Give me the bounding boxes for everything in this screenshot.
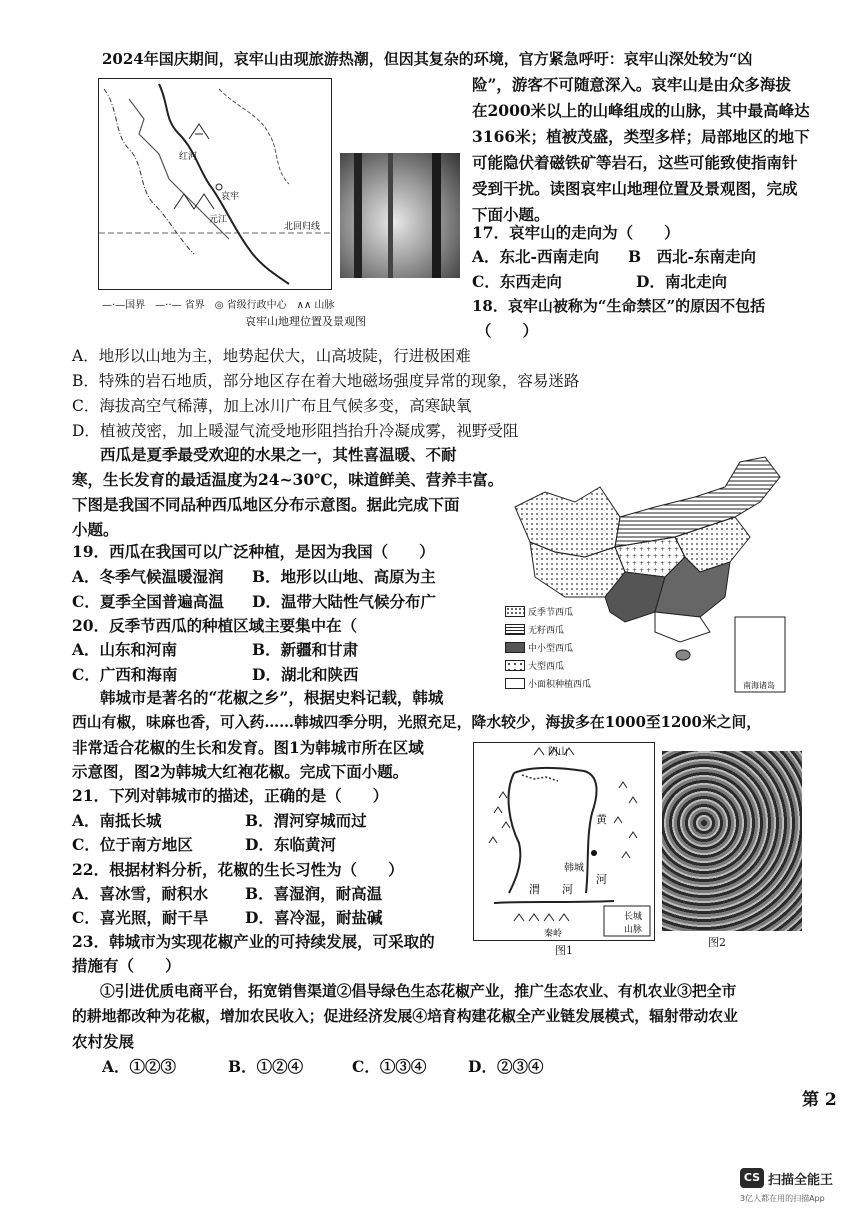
qinling-mountains: [514, 914, 569, 921]
q20-option-b: B．新疆和甘肃: [252, 640, 359, 659]
q19-stem: 19．西瓜在我国可以广泛种植，是因为我国（ ）: [72, 542, 435, 561]
label-wei: 渭: [529, 883, 540, 896]
q17-option-c: C．东西走向: [472, 272, 562, 291]
great-wall: [522, 775, 558, 781]
q18-option-b: B．特殊的岩石地质，部分地区存在着大地磁场强度异常的现象，容易迷路: [72, 372, 580, 390]
legend-item-large: [505, 656, 625, 674]
q21-stem: 21．下列对韩城市的描述，正确的是（ ）: [72, 786, 389, 805]
map-legend: [505, 602, 625, 692]
hancheng-dot: [591, 850, 597, 856]
intro-watermelon-line3: 下图是我国不同品种西瓜地区分布示意图。据此完成下面: [72, 495, 460, 514]
q23-option-d: D．②③④: [468, 1057, 544, 1076]
q17-option-a: A．东北-西南走向: [472, 247, 599, 266]
q23-option-b: B．①②④: [228, 1057, 304, 1076]
intro-ailao-line2: 险”，游客不可随意深入。哀牢山是由众多海拔: [472, 75, 791, 94]
q23-stem-2: 措施有（ ）: [72, 956, 181, 975]
q23-statements-1: ①引进优质电商平台，拓宽销售渠道②倡导绿色生态花椒产业，推广生态农业、有机农业③把全市: [100, 983, 737, 1000]
intro-ailao-line6: 受到干扰。读图哀牢山地理位置及景观图，完成: [472, 179, 798, 198]
q21-option-d: D．东临黄河: [245, 835, 336, 854]
ailao-figure-caption: 哀牢山地理位置及景观图: [245, 315, 366, 328]
intro-ailao-line3: 在2000米以上的山峰组成的山脉，其中最高峰达: [472, 101, 810, 120]
mountain-symbol-2: [174, 194, 214, 209]
mountain-symbol: [189, 124, 209, 139]
legend-label: 大型西瓜: [528, 661, 565, 672]
legend-item-offseason: [505, 602, 625, 620]
legend-item-seedless: [505, 620, 625, 638]
hancheng-region-map: [473, 742, 655, 941]
q22-stem: 22．根据材料分析，花椒的生长习性为（ ）: [72, 860, 404, 879]
q17-option-d: D．南北走向: [636, 272, 727, 291]
label-tropic: 北回归线: [284, 222, 321, 232]
legend-label: 中小型西瓜: [528, 643, 574, 654]
q20-stem: 20．反季节西瓜的种植区域主要集中在（: [72, 616, 358, 635]
scanner-tagline: 3亿人都在用的扫描App: [740, 1194, 825, 1203]
label-honghe: 红河: [179, 152, 198, 162]
q20-option-d: D．湖北和陕西: [252, 665, 359, 684]
label-qinling: 秦岭: [544, 929, 563, 939]
legend-item-smallmedium: [505, 638, 625, 656]
intro-hancheng-line2: 西山有椒，味麻也香，可入药……韩城四季分明，光照充足，降水较少，海拔多在1000至1200米之间，: [72, 714, 762, 731]
ailao-location-map: [98, 78, 332, 290]
q23-statements-2: 的耕地都改种为花椒，增加农民收入；促进经济发展④培育构建花椒全产业链发展模式，辐射带动农业: [72, 1008, 738, 1025]
q21-option-b: B．渭河穿城而过: [245, 811, 367, 830]
border-line: [104, 89, 194, 254]
q20-option-c: C．广西和海南: [72, 665, 178, 684]
intro-watermelon-line2: 寒，生长发育的最适温度为24~30℃，味道鲜美、营养丰富。: [72, 470, 504, 489]
intro-hancheng-line4: 示意图，图2为韩城大红袍花椒。完成下面小题。: [72, 762, 409, 781]
region-south: [655, 612, 710, 642]
q18-option-a: A．地形以山地为主，地势起伏大，山高坡陡，行进极困难: [72, 347, 471, 365]
province-line: [219, 89, 289, 184]
q19-option-d: D．温带大陆性气候分布广: [252, 592, 436, 611]
ailao-map-drawing: [99, 79, 331, 289]
q19-option-c: C．夏季全国普遍高温: [72, 592, 224, 611]
intro-ailao-line1: 2024年国庆期间，哀牢山由现旅游热潮，但因其复杂的环境，官方紧急呼吁：哀牢山深处较为“凶: [102, 50, 753, 68]
wei-river: [494, 901, 614, 903]
intro-ailao-line4: 3166米；植被茂盛，类型多样；局部地区的地下: [472, 127, 810, 146]
west-mountains: [489, 792, 510, 843]
intro-watermelon-line4: 小题。: [72, 520, 119, 539]
q20-option-a: A．山东和河南: [72, 640, 178, 659]
hancheng-map-drawing: [474, 743, 654, 940]
legend-mountain: 山脉: [624, 925, 643, 935]
ailao-forest-photo: [340, 153, 460, 278]
intro-ailao-line7: 下面小题。: [472, 205, 550, 224]
ailao-map-legend: —·—国界 —··— 省界 ◎ 省级行政中心 ∧∧ 山脉: [102, 300, 335, 311]
intro-hancheng-line1: 韩城市是著名的“花椒之乡”，根据史料记载，韩城: [100, 688, 444, 707]
q22-option-c: C．喜光照，耐干旱: [72, 908, 209, 927]
label-wei-he: 河: [562, 883, 573, 896]
label-hancheng: 韩城: [564, 863, 584, 874]
label-huang: 黄: [596, 813, 607, 826]
scanner-watermark: [740, 1166, 858, 1210]
q23-stem: 23．韩城市为实现花椒产业的可持续发展，可采取的: [72, 932, 435, 951]
q23-option-c: C．①③④: [352, 1057, 427, 1076]
q22-option-d: D．喜冷湿，耐盐碱: [245, 908, 383, 927]
label-he: 河: [596, 873, 607, 886]
q23-option-a: A．①②③: [102, 1057, 177, 1076]
q21-option-a: A．南抵长城: [72, 811, 162, 830]
pepper-tree-photo: [662, 751, 802, 931]
cs-badge-icon: CS: [740, 1168, 764, 1188]
q18-option-c: C．海拔高空气稀薄，加上冰川广布且气候多变，高寒缺氧: [72, 397, 472, 415]
legend-label: 反季节西瓜: [528, 607, 574, 618]
capital-dot: [216, 184, 222, 190]
fig1-caption: 图1: [555, 944, 573, 957]
q18-stem-paren: （ ）: [476, 321, 539, 340]
legend-wall: 长城: [624, 912, 643, 922]
q19-option-a: A．冬季气候温暖湿润: [72, 567, 224, 586]
intro-ailao-line5: 可能隐伏着磁铁矿等岩石，这些可能致使指南针: [472, 153, 798, 172]
inset-label: 南海诸岛: [743, 681, 775, 690]
yellow-river: [509, 768, 597, 893]
east-mountains: [614, 782, 637, 858]
region-hainan: [676, 650, 690, 660]
fig2-caption: 图2: [708, 936, 726, 949]
intro-hancheng-line3: 非常适合花椒的生长和发育。图1为韩城市所在区域: [72, 738, 424, 757]
legend-label: 无籽西瓜: [528, 625, 565, 636]
q22-option-b: B．喜湿润，耐高温: [245, 884, 383, 903]
q17-option-b: B 西北-东南走向: [628, 247, 757, 266]
legend-label: 小面积种植西瓜: [528, 679, 592, 690]
intro-watermelon-line1: 西瓜是夏季最受欢迎的水果之一，其性喜温暖、不耐: [100, 445, 457, 464]
scanner-app-name: 扫描全能王: [768, 1173, 834, 1188]
q19-option-b: B．地形以山地、高原为主: [252, 567, 436, 586]
red-river: [159, 84, 289, 284]
q18-stem: 18．哀牢山被称为“生命禁区”的原因不包括: [472, 297, 766, 315]
q22-option-a: A．喜冰雪，耐积水: [72, 884, 209, 903]
label-ailao: 哀牢: [221, 192, 240, 202]
q17-stem: 17．哀牢山的走向为（ ）: [472, 223, 680, 242]
q18-option-d: D．植被茂密，加上暖湿气流受地形阻挡抬升冷凝成雾，视野受阻: [72, 422, 519, 440]
legend-item-smallarea: [505, 674, 625, 692]
label-yinshan: 阴山: [548, 747, 568, 758]
q21-option-c: C．位于南方地区: [72, 835, 193, 854]
label-yuanjiang: 元江: [209, 215, 228, 225]
page-number: 第 2: [802, 1090, 837, 1110]
q23-statements-3: 农村发展: [72, 1032, 135, 1051]
